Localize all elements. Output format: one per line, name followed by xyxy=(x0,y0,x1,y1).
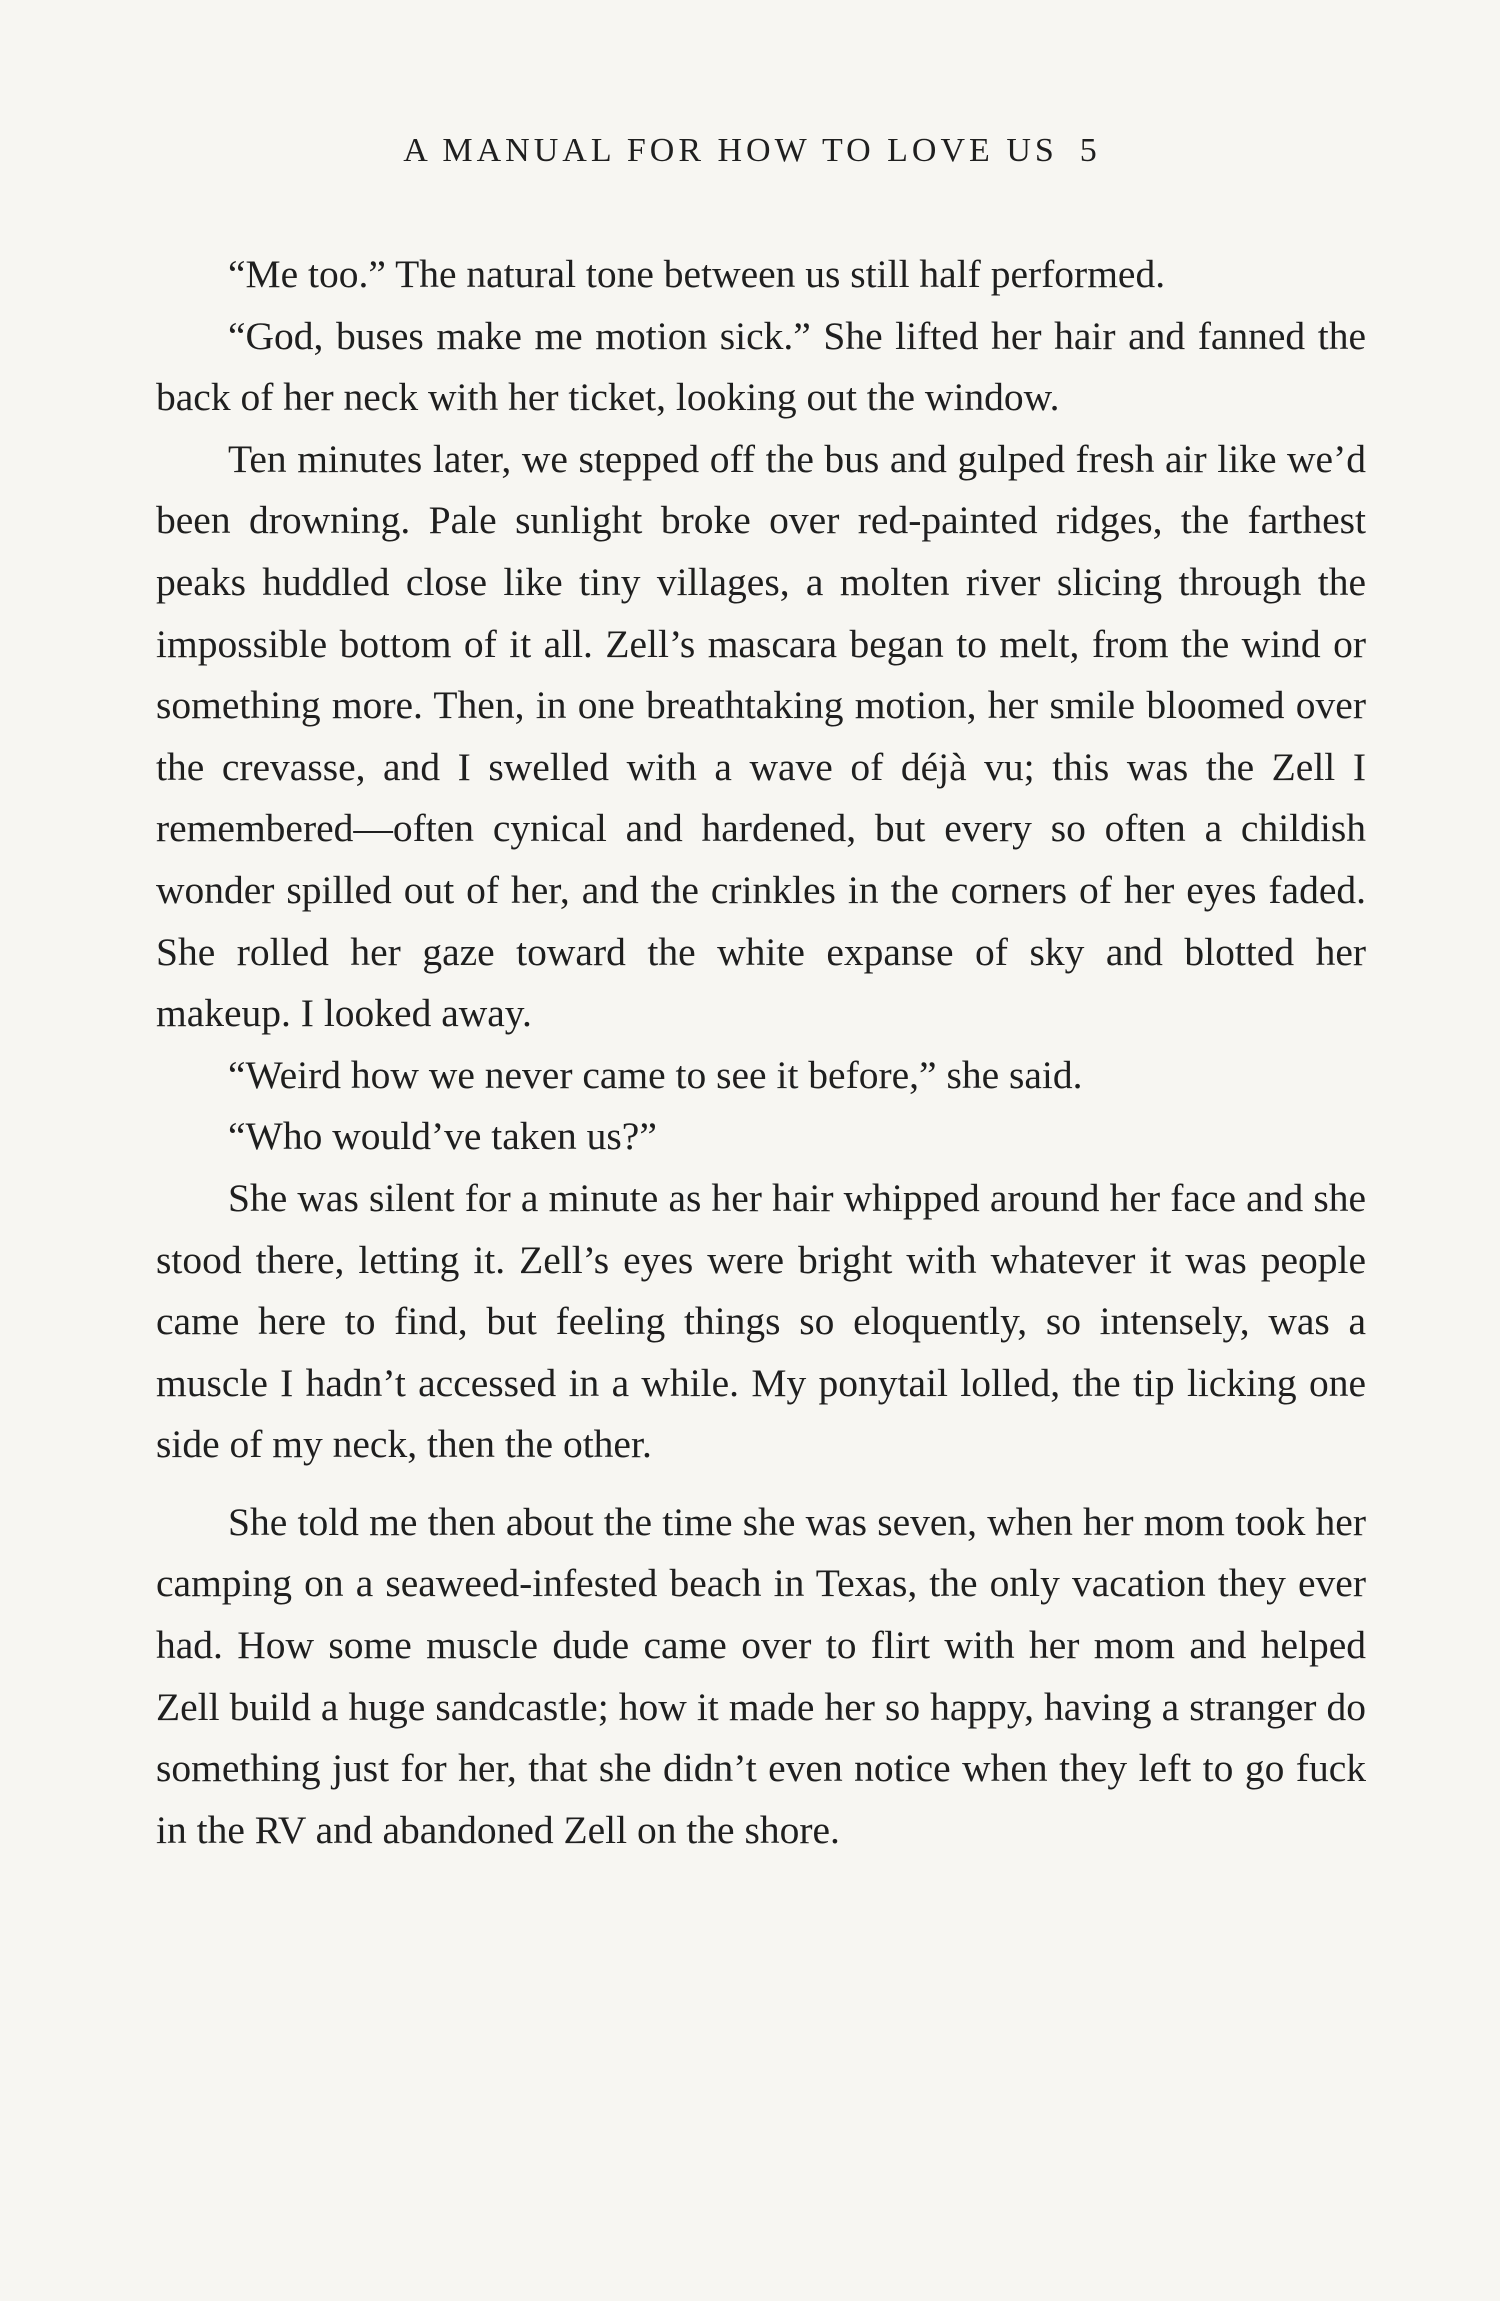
paragraph: “Weird how we never came to see it before,” she said. xyxy=(228,1052,1083,1097)
body-text xyxy=(156,244,1366,1861)
paragraph: She told me then about the time she was seven, when her mom took her camping on a seaweed-infested beach in Texas, the only vacation they ever had. How some muscle dude came over to flirt with her mom and helped Zell build a huge sandcastle; how it made her so happy, having a stranger do something just for her, that she didn’t even notice when they left to go fuck in the RV and abandoned Zell on the shore. xyxy=(156,1499,1366,1852)
paragraph: “Me too.” The natural tone between us still half performed. xyxy=(228,252,1166,296)
running-head xyxy=(0,132,1500,170)
page-number: 5 xyxy=(1079,132,1097,169)
paragraph: “God, buses make me motion sick.” She lifted her hair and fanned the back of her neck with her ticket, looking out the window. xyxy=(156,313,1366,420)
running-head-title: A MANUAL FOR HOW TO LOVE US xyxy=(403,132,1058,169)
paragraph: Ten minutes later, we stepped off the bus and gulped fresh air like we’d been drowning. Pale sunlight broke over red-painted ridges, the farthest peaks huddled close like tiny villages, a molten river slicing through the impossible bottom of it all. Zell’s mascara began to melt, from the wind or something more. Then, in one breathtaking motion, her smile bloomed over the crevasse, and I swelled with a wave of déjà vu; this was the Zell I remembered—often cynical and hardened, but every so often a childish wonder spilled out of her, and the crinkles in the corners of her eyes faded. She rolled her gaze toward the white expanse of sky and blotted her makeup. I looked away. xyxy=(156,436,1366,1036)
paragraph: She was silent for a minute as her hair whipped around her face and she stood there, letting it. Zell’s eyes were bright with whatever it was people came here to find, but feeling things so eloquently, so intensely, was a muscle I hadn’t accessed in a while. My ponytail lolled, the tip licking one side of my neck, then the other. xyxy=(156,1175,1366,1467)
paragraph: “Who would’ve taken us?” xyxy=(228,1114,657,1159)
